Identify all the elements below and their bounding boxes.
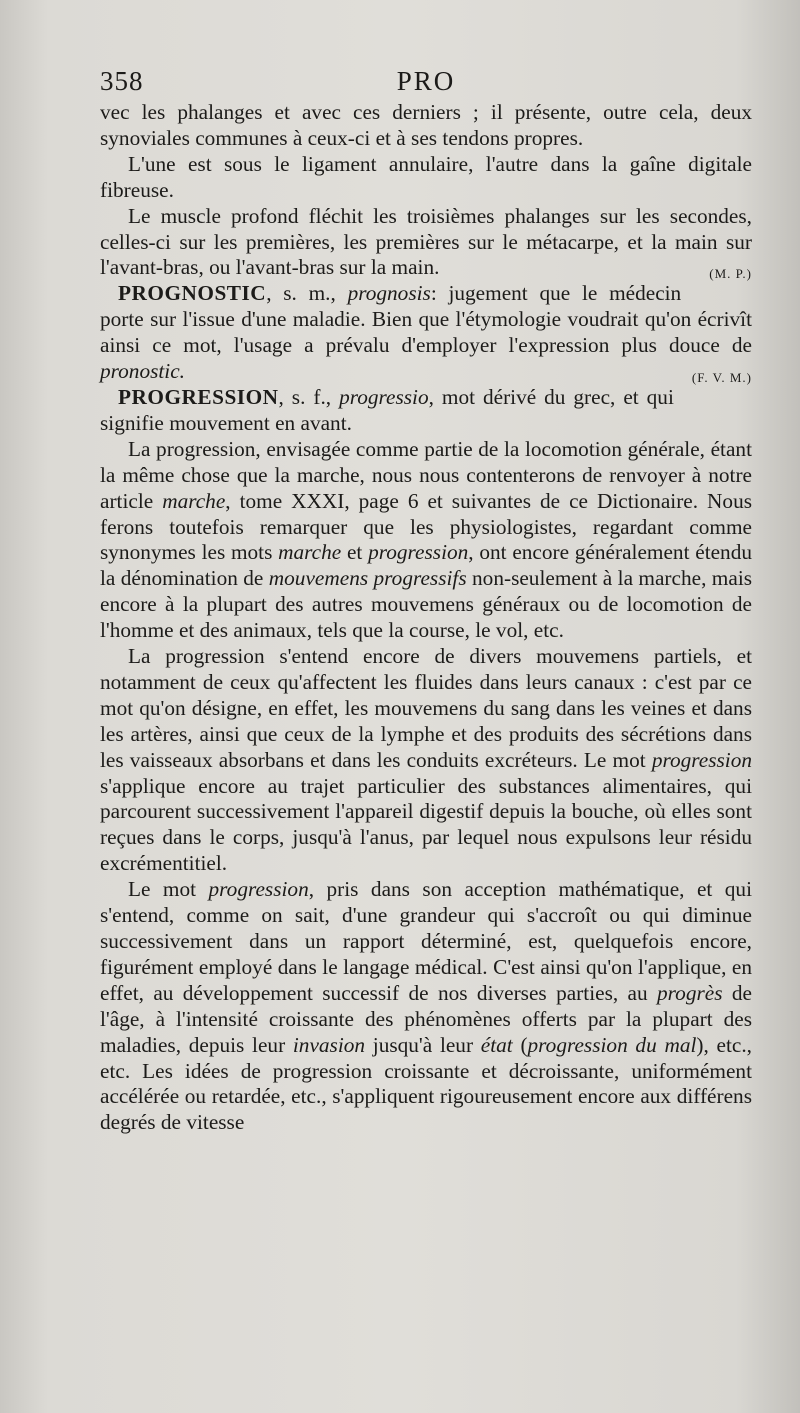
latin-term: prognosis	[347, 281, 431, 306]
paragraph	[100, 204, 752, 282]
paragraph-text: et	[346, 540, 363, 565]
grammar-label: , s. m.,	[266, 281, 336, 306]
paragraph	[100, 437, 752, 644]
latin-term: progressio	[339, 384, 429, 409]
author-signature: (F. V. M.)	[691, 370, 752, 386]
paragraph-text: vec les phalanges et avec ces derniers ; il présente, outre cela, deux synoviales communes à ceux-ci et à ses tendons propres.	[100, 100, 752, 150]
italic-term: progression du mal	[527, 1032, 697, 1057]
page-body	[100, 100, 752, 1136]
paragraph-text: , ont encore généralement étendu la dénomination de	[100, 540, 753, 591]
paragraph	[100, 100, 752, 152]
paragraph-text: La progression s'entend encore de divers mouvemens partiels, et notamment de ceux qu'affectent les fluides dans leurs canaux : c'est par ce mot qu'on désigne, en effet, les mouvemens du sang dans les veines et dans les artères, ainsi que ceux de la lymphe et des produits des sécrétions dans les vaisseaux absorbans et dans les conduits excréteurs. Le mot	[100, 644, 752, 772]
paragraph-text: (	[520, 1032, 528, 1057]
headword: PROGNOSTIC	[118, 281, 267, 306]
paragraph-text: L'une est sous le ligament annulaire, l'autre dans la gaîne digitale fibreuse.	[100, 151, 752, 202]
italic-term: invasion	[292, 1032, 366, 1057]
paragraph-text: non-seulement à la marche, mais encore à la plupart des autres mouvemens généraux ou de locomotion de l'homme et des animaux, tels que la course, le vol, etc.	[100, 566, 753, 643]
paragraph-text: , pris dans son acception mathématique, et qui s'entend, comme on sait, d'une grandeur qui s'accroît ou qui diminue successivement dans un rapport déterminé, est, quelquefois encore, figurément employé dans le langage médical. C'est ainsi qu'on l'applique, en effet, au développement successif de nos diverses parties, au	[100, 877, 752, 1005]
paragraph-text: Le muscle profond fléchit les troisièmes phalanges sur les secondes, celles-ci sur les premières, les premières sur le métacarpe, et la main sur l'avant-bras, ou l'avant-bras sur la main.	[100, 203, 752, 280]
grammar-label: , s. f.,	[278, 384, 332, 409]
definition-text: : jugement que le médecin porte sur l'issue d'une maladie. Bien que l'étymologie voudrait qu'on écrivît ainsi ce mot, l'usage a prévalu d'employer l'expression plus douce de	[100, 281, 752, 358]
italic-term: marche	[278, 540, 342, 565]
paragraph-text: ), etc., etc. Les idées de progression croissante et décroissante, uniformément accélérée ou retardée, etc., s'appliquent rigoureusement encore aux différens degrés de vitesse	[100, 1032, 752, 1135]
running-head: PRO	[396, 66, 456, 96]
italic-term: progrès	[657, 980, 723, 1005]
italic-term: état	[480, 1032, 513, 1057]
page-number: 358	[100, 66, 144, 96]
paragraph	[100, 877, 752, 1136]
italic-term: progression	[208, 877, 309, 902]
paragraph-text: de l'âge, à l'intensité croissante des phénomènes offerts par la plupart des maladies, depuis leur	[100, 980, 752, 1057]
paragraph-text: s'applique encore au trajet particulier des substances alimentaires, qui parcourent successivement l'appareil digestif depuis la bouche, où elles sont reçues dans le corps, jusqu'à l'anus, par lequel nous expulsons leur résidu excrémentitiel.	[100, 773, 752, 876]
paragraph-text: jusqu'à leur	[372, 1032, 474, 1057]
italic-term: mouvemens progressifs	[268, 566, 467, 591]
paragraph-text: , tome XXXI, page 6 et suivantes de ce Dictionaire. Nous ferons toutefois remarquer que les physiologistes, regardant comme synonymes les mots	[100, 488, 753, 565]
paragraph-text: La progression, envisagée comme partie de la locomotion générale, étant la même chose que la marche, nous nous contenterons de renvoyer à notre article	[100, 436, 752, 513]
definition-text: , mot dérivé du grec, et qui signifie mouvement en avant.	[100, 384, 674, 435]
paragraph-text: Le mot	[128, 877, 197, 902]
author-signature: (M. P.)	[709, 266, 752, 282]
italic-term: pronostic.	[100, 359, 185, 384]
dictionary-entry-prognostic	[100, 281, 752, 385]
dictionary-entry-progression	[100, 385, 752, 437]
paragraph	[100, 152, 752, 204]
italic-term: progression	[651, 747, 752, 772]
italic-term: marche	[162, 488, 226, 513]
paragraph	[100, 644, 752, 877]
italic-term: progression	[368, 540, 469, 565]
headword: PROGRESSION	[118, 384, 279, 409]
